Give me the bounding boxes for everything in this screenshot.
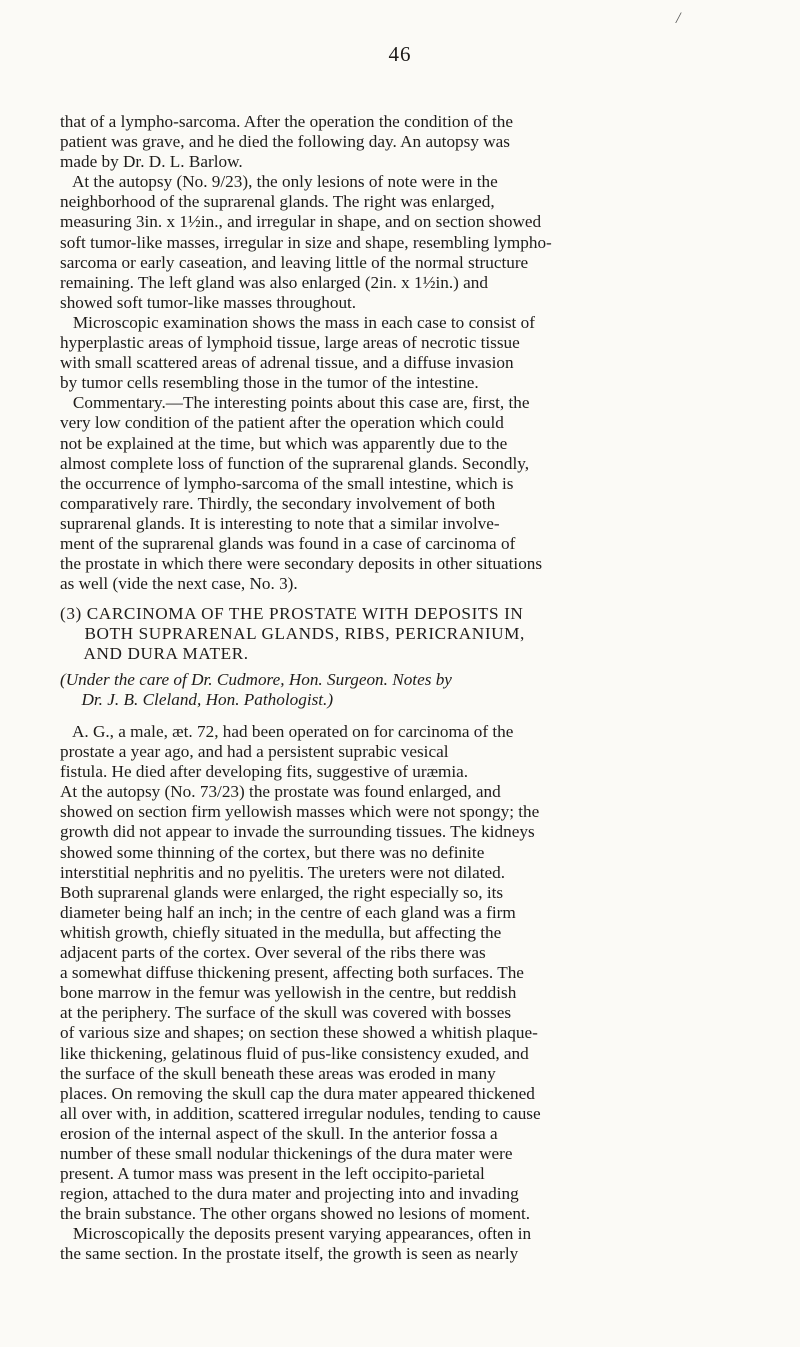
heading-line: AND DURA MATER. <box>60 644 249 664</box>
text-line: prostate a year ago, and had a persistent suprabic vesical <box>60 742 449 762</box>
text-line: Microscopic examination shows the mass in each case to consist of <box>60 312 535 332</box>
text-line: patient was grave, and he died the following day. An autopsy was <box>60 132 510 152</box>
text-line: adjacent parts of the cortex. Over several of the ribs there was <box>60 943 486 963</box>
text-line: present. A tumor mass was present in the left occipito-parietal <box>60 1164 485 1184</box>
text-line: At the autopsy (No. 9/23), the only lesions of note were in the <box>60 172 498 192</box>
text-line: at the periphery. The surface of the skull was covered with bosses <box>60 1003 512 1023</box>
text-line: the brain substance. The other organs showed no lesions of moment. <box>60 1204 531 1224</box>
text-line: the same section. In the prostate itself, the growth is seen as nearly <box>60 1244 519 1264</box>
text-line: comparatively rare. Thirdly, the secondary involvement of both <box>60 493 496 513</box>
text-line: bone marrow in the femur was yellowish in the centre, but reddish <box>60 983 517 1003</box>
text-line: whitish growth, chiefly situated in the medulla, but affecting the <box>60 922 502 942</box>
text-line: places. On removing the skull cap the dura mater appeared thickened <box>60 1083 535 1103</box>
text-line: region, attached to the dura mater and projecting into and invading <box>60 1184 519 1204</box>
text-line: like thickening, gelatinous fluid of pus-like consistency exuded, and <box>60 1043 529 1063</box>
corner-mark: / <box>676 10 681 27</box>
text-line: suprarenal glands. It is interesting to note that a similar involve- <box>60 513 500 533</box>
text-line: made by Dr. D. L. Barlow. <box>60 152 243 172</box>
text-line: all over with, in addition, scattered irregular nodules, tending to cause <box>60 1103 541 1123</box>
heading-line: BOTH SUPRARENAL GLANDS, RIBS, PERICRANIUM, <box>60 624 525 644</box>
text-line: the surface of the skull beneath these areas was eroded in many <box>60 1063 496 1083</box>
text-line: interstitial nephritis and no pyelitis. The ureters were not dilated. <box>60 862 506 882</box>
text-line: A. G., a male, æt. 72, had been operated on for carcinoma of the <box>60 722 514 741</box>
text-line: by tumor cells resembling those in the tumor of the intestine. <box>60 373 479 393</box>
case-3-body <box>60 722 742 1265</box>
text-line: showed some thinning of the cortex, but there was no definite <box>60 842 485 862</box>
page-number: 46 <box>388 42 412 66</box>
text-line: measuring 3in. x 1½in., and irregular in shape, and on section showed <box>60 212 542 232</box>
text-line: almost complete loss of function of the suprarenal glands. Secondly, <box>60 453 530 473</box>
case-2-continuation <box>60 112 742 594</box>
attribution-line: (Under the care of Dr. Cudmore, Hon. Surgeon. Notes by <box>60 670 452 689</box>
text-line: showed soft tumor-like masses throughout. <box>60 292 357 312</box>
case-3-attribution <box>60 670 742 710</box>
text-line: number of these small nodular thickenings of the dura mater were <box>60 1143 513 1163</box>
text-line: growth did not appear to invade the surrounding tissues. The kidneys <box>60 822 535 842</box>
text-line: soft tumor-like masses, irregular in size and shape, resembling lympho- <box>60 232 552 252</box>
text-line: neighborhood of the suprarenal glands. The right was enlarged, <box>60 192 495 212</box>
text-line: not be explained at the time, but which was apparently due to the <box>60 433 508 453</box>
text-line: as well (vide the next case, No. 3). <box>60 574 298 594</box>
text-line: ment of the suprarenal glands was found in a case of carcinoma of <box>60 533 516 553</box>
text-line: very low condition of the patient after the operation which could <box>60 413 504 433</box>
text-line: At the autopsy (No. 73/23) the prostate was found enlarged, and <box>60 782 501 802</box>
case-3-heading <box>60 604 742 664</box>
text-line: sarcoma or early caseation, and leaving little of the normal structure <box>60 252 529 272</box>
text-line: erosion of the internal aspect of the skull. In the anterior fossa a <box>60 1123 498 1143</box>
text-line: with small scattered areas of adrenal tissue, and a diffuse invasion <box>60 353 514 373</box>
text-line: that of a lympho-sarcoma. After the operation the condition of the <box>60 112 513 131</box>
text-line: Microscopically the deposits present varying appearances, often in <box>60 1224 532 1244</box>
text-line: Commentary.—The interesting points about this case are, first, the <box>60 393 530 413</box>
text-line: a somewhat diffuse thickening present, affecting both surfaces. The <box>60 963 524 983</box>
text-line: of various size and shapes; on section these showed a whitish plaque- <box>60 1023 538 1043</box>
text-line: the prostate in which there were secondary deposits in other situations <box>60 554 543 574</box>
text-line: diameter being half an inch; in the centre of each gland was a firm <box>60 902 516 922</box>
attribution-line: Dr. J. B. Cleland, Hon. Pathologist.) <box>60 690 334 710</box>
text-line: fistula. He died after developing fits, suggestive of uræmia. <box>60 762 469 782</box>
text-line: the occurrence of lympho-sarcoma of the small intestine, which is <box>60 473 514 493</box>
text-line: hyperplastic areas of lymphoid tissue, large areas of necrotic tissue <box>60 333 520 353</box>
text-line: remaining. The left gland was also enlarged (2in. x 1½in.) and <box>60 272 488 292</box>
heading-line: (3) CARCINOMA OF THE PROSTATE WITH DEPOSITS IN <box>60 604 524 623</box>
text-line: Both suprarenal glands were enlarged, the right especially so, its <box>60 882 504 902</box>
text-line: showed on section firm yellowish masses which were not spongy; the <box>60 802 540 822</box>
